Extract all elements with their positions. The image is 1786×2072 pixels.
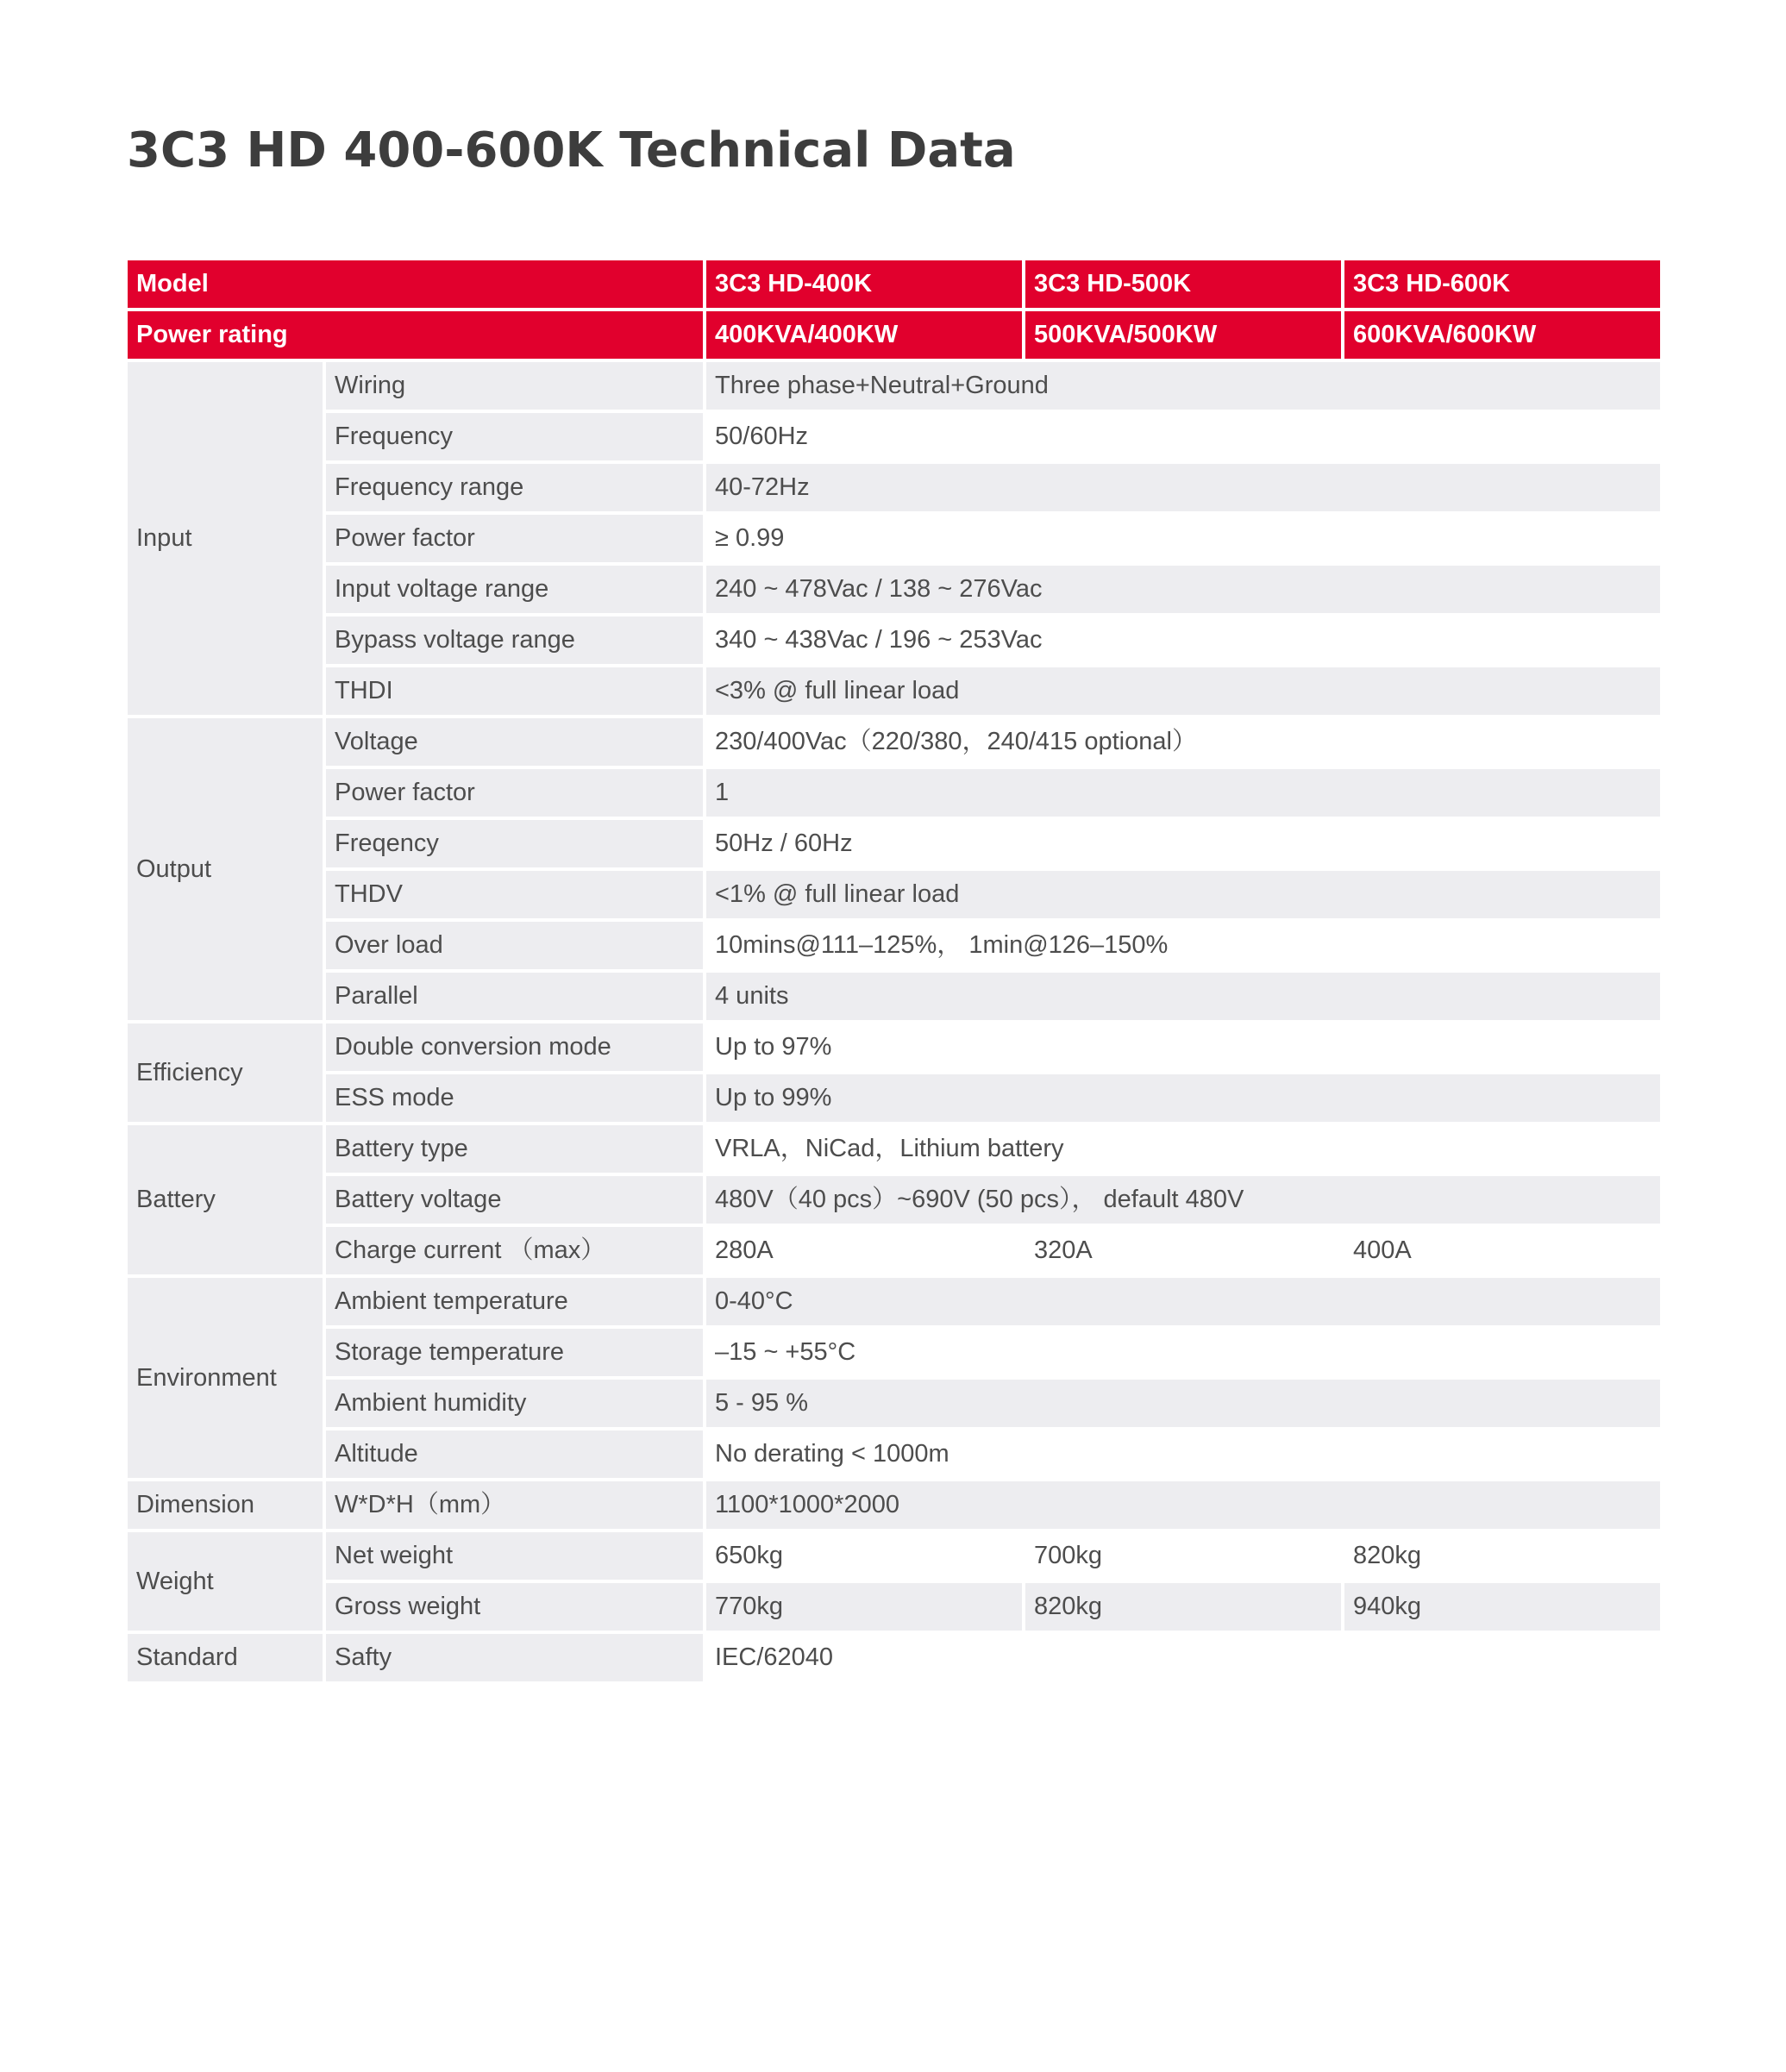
parameter-cell: Parallel: [326, 973, 703, 1020]
parameter-cell: Power factor: [326, 769, 703, 817]
spec-row: [128, 515, 1660, 562]
parameter-cell: Wiring: [326, 362, 703, 410]
value-cell: 700kg: [1025, 1532, 1341, 1580]
spec-row: [128, 362, 1660, 410]
spec-row: [128, 973, 1660, 1020]
spec-row: [128, 1481, 1660, 1529]
value-cell: 650kg: [706, 1532, 1022, 1580]
spec-row: [128, 617, 1660, 664]
technical-data-table: [124, 257, 1664, 1685]
category-cell: Environment: [128, 1278, 323, 1478]
spec-row: [128, 667, 1660, 715]
category-cell: Output: [128, 718, 323, 1020]
value-cell: 820kg: [1025, 1583, 1341, 1631]
parameter-cell: THDI: [326, 667, 703, 715]
parameter-cell: ESS mode: [326, 1074, 703, 1122]
value-cell: 10mins@111–125%， 1min@126–150%: [706, 922, 1660, 969]
parameter-cell: Over load: [326, 922, 703, 969]
spec-row: [128, 1583, 1660, 1631]
value-cell: 40-72Hz: [706, 464, 1660, 511]
model-label: Model: [128, 260, 703, 308]
parameter-cell: Voltage: [326, 718, 703, 766]
spec-row: [128, 1176, 1660, 1224]
power-rating-value: 500KVA/500KW: [1025, 311, 1341, 359]
spec-row: [128, 1125, 1660, 1173]
category-cell: Standard: [128, 1634, 323, 1681]
value-cell: <1% @ full linear load: [706, 871, 1660, 918]
category-cell: Weight: [128, 1532, 323, 1631]
value-cell: 280A: [706, 1227, 1022, 1274]
category-cell: Dimension: [128, 1481, 323, 1529]
category-cell: Input: [128, 362, 323, 715]
value-cell: 940kg: [1344, 1583, 1660, 1631]
value-cell: VRLA，NiCad，Lithium battery: [706, 1125, 1660, 1173]
model-name: 3C3 HD-400K: [706, 260, 1022, 308]
spec-row: [128, 1430, 1660, 1478]
value-cell: 1: [706, 769, 1660, 817]
model-name: 3C3 HD-500K: [1025, 260, 1341, 308]
value-cell: –15 ~ +55°C: [706, 1329, 1660, 1376]
page-title: 3C3 HD 400-600K Technical Data: [127, 122, 1016, 178]
value-cell: 400A: [1344, 1227, 1660, 1274]
power-rating-value: 400KVA/400KW: [706, 311, 1022, 359]
value-cell: Up to 97%: [706, 1023, 1660, 1071]
parameter-cell: Double conversion mode: [326, 1023, 703, 1071]
spec-row: [128, 718, 1660, 766]
parameter-cell: Frequency range: [326, 464, 703, 511]
parameter-cell: Gross weight: [326, 1583, 703, 1631]
spec-row: [128, 413, 1660, 460]
spec-row: [128, 1278, 1660, 1325]
parameter-cell: Charge current （max）: [326, 1227, 703, 1274]
parameter-cell: Safty: [326, 1634, 703, 1681]
parameter-cell: Altitude: [326, 1430, 703, 1478]
value-cell: 240 ~ 478Vac / 138 ~ 276Vac: [706, 566, 1660, 613]
spec-row: [128, 820, 1660, 867]
spec-row: [128, 1227, 1660, 1274]
spec-row: [128, 1634, 1660, 1681]
parameter-cell: Freqency: [326, 820, 703, 867]
parameter-cell: Battery type: [326, 1125, 703, 1173]
parameter-cell: THDV: [326, 871, 703, 918]
spec-row: [128, 1023, 1660, 1071]
value-cell: 0-40°C: [706, 1278, 1660, 1325]
parameter-cell: Input voltage range: [326, 566, 703, 613]
value-cell: 4 units: [706, 973, 1660, 1020]
value-cell: ≥ 0.99: [706, 515, 1660, 562]
value-cell: No derating < 1000m: [706, 1430, 1660, 1478]
power-rating-label: Power rating: [128, 311, 703, 359]
spec-row: [128, 1329, 1660, 1376]
value-cell: 820kg: [1344, 1532, 1660, 1580]
value-cell: 320A: [1025, 1227, 1341, 1274]
parameter-cell: Battery voltage: [326, 1176, 703, 1224]
value-cell: 1100*1000*2000: [706, 1481, 1660, 1529]
spec-row: [128, 1532, 1660, 1580]
spec-row: [128, 769, 1660, 817]
spec-row: [128, 922, 1660, 969]
parameter-cell: W*D*H（mm）: [326, 1481, 703, 1529]
value-cell: Three phase+Neutral+Ground: [706, 362, 1660, 410]
value-cell: 480V（40 pcs）~690V (50 pcs）， default 480V: [706, 1176, 1660, 1224]
value-cell: <3% @ full linear load: [706, 667, 1660, 715]
power-rating-value: 600KVA/600KW: [1344, 311, 1660, 359]
spec-row: [128, 566, 1660, 613]
value-cell: 770kg: [706, 1583, 1022, 1631]
category-cell: Efficiency: [128, 1023, 323, 1122]
spec-row: [128, 871, 1660, 918]
value-cell: 230/400Vac（220/380，240/415 optional）: [706, 718, 1660, 766]
model-header-row: [128, 260, 1660, 308]
value-cell: IEC/62040: [706, 1634, 1660, 1681]
value-cell: 50/60Hz: [706, 413, 1660, 460]
parameter-cell: Power factor: [326, 515, 703, 562]
model-name: 3C3 HD-600K: [1344, 260, 1660, 308]
parameter-cell: Ambient temperature: [326, 1278, 703, 1325]
value-cell: 50Hz / 60Hz: [706, 820, 1660, 867]
parameter-cell: Storage temperature: [326, 1329, 703, 1376]
value-cell: Up to 99%: [706, 1074, 1660, 1122]
category-cell: Battery: [128, 1125, 323, 1274]
parameter-cell: Ambient humidity: [326, 1380, 703, 1427]
power-rating-row: [128, 311, 1660, 359]
spec-row: [128, 1074, 1660, 1122]
parameter-cell: Bypass voltage range: [326, 617, 703, 664]
parameter-cell: Net weight: [326, 1532, 703, 1580]
spec-row: [128, 464, 1660, 511]
value-cell: 340 ~ 438Vac / 196 ~ 253Vac: [706, 617, 1660, 664]
parameter-cell: Frequency: [326, 413, 703, 460]
value-cell: 5 - 95 %: [706, 1380, 1660, 1427]
spec-row: [128, 1380, 1660, 1427]
